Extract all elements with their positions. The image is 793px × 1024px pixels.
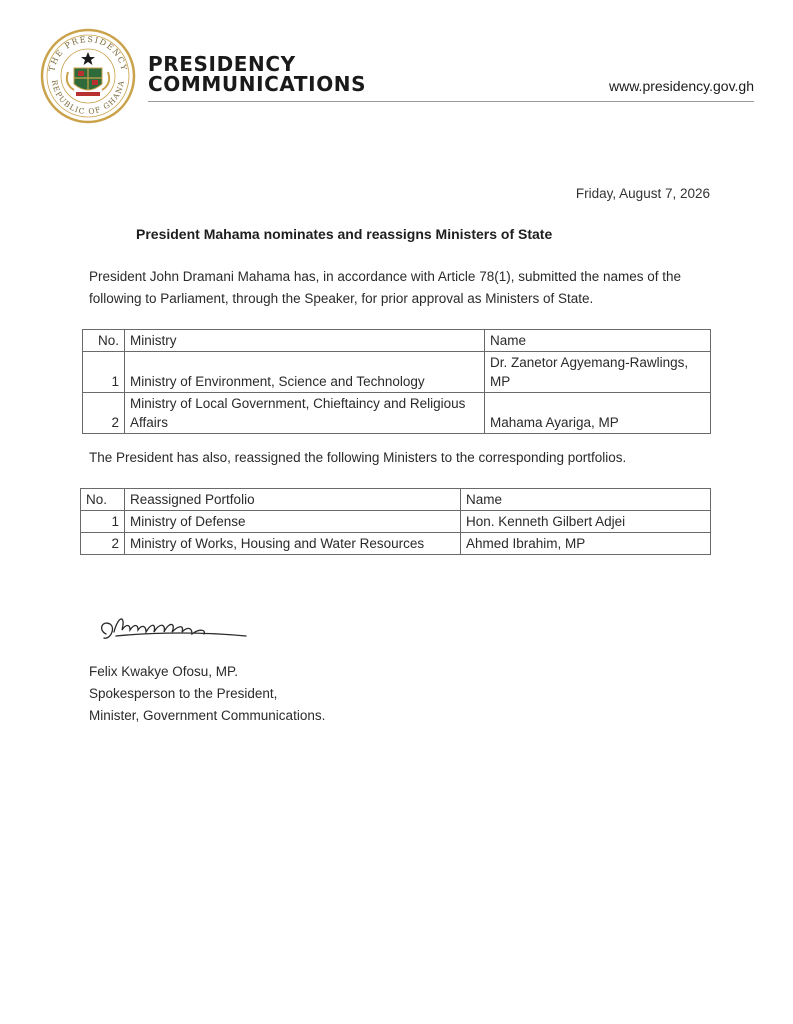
header-portfolio: Reassigned Portfolio [125, 489, 461, 511]
reassignments-table [80, 488, 711, 555]
brand-wordmark [148, 54, 366, 94]
brand-line-1: PRESIDENCY [148, 52, 296, 76]
table-header-row [81, 489, 711, 511]
brand-line-2: COMMUNICATIONS [148, 72, 367, 96]
handwritten-signature [96, 610, 256, 650]
signatory-role: Spokesperson to the President, [89, 686, 278, 701]
document-date: Friday, August 7, 2026 [575, 186, 710, 201]
signatory-office: Minister, Government Communications. [89, 708, 326, 723]
row-no: 2 [81, 533, 125, 555]
row-name: Mahama Ayariga, MP [485, 393, 711, 434]
table-row [83, 352, 711, 393]
row-ministry: Ministry of Environment, Science and Technology [125, 352, 485, 393]
table-row [83, 393, 711, 434]
row-no: 2 [83, 393, 125, 434]
reassignment-paragraph: The President has also, reassigned the following Ministers to the corresponding portfolios. [89, 450, 627, 465]
row-portfolio: Ministry of Defense [125, 511, 461, 533]
website-link[interactable]: www.presidency.gov.gh [609, 78, 754, 94]
header-ministry: Ministry [125, 330, 485, 352]
row-no: 1 [81, 511, 125, 533]
row-name: Dr. Zanetor Agyemang-Rawlings, MP [485, 352, 711, 393]
signatory-block [89, 661, 325, 727]
intro-paragraph: President John Dramani Mahama has, in accordance with Article 78(1), submitted the names of the following to Parliament, through the Speaker, for prior approval as Ministers of State. [89, 269, 682, 306]
table-row [81, 511, 711, 533]
header-divider [148, 101, 754, 102]
header-no: No. [81, 489, 125, 511]
row-no: 1 [83, 352, 125, 393]
table-header-row [83, 330, 711, 352]
header-name: Name [461, 489, 711, 511]
row-ministry: Ministry of Local Government, Chieftaincy and Religious Affairs [125, 393, 485, 434]
signatory-name: Felix Kwakye Ofosu, MP. [89, 664, 239, 679]
document-headline: President Mahama nominates and reassigns Ministers of State [136, 226, 553, 242]
header-name: Name [485, 330, 711, 352]
header-no: No. [83, 330, 125, 352]
table-row [81, 533, 711, 555]
nominations-table [82, 329, 711, 434]
row-name: Hon. Kenneth Gilbert Adjei [461, 511, 711, 533]
presidency-seal-logo [40, 28, 136, 124]
svg-text:THE PRESIDENCY: THE PRESIDENCY [47, 34, 129, 73]
row-name: Ahmed Ibrahim, MP [461, 533, 711, 555]
row-portfolio: Ministry of Works, Housing and Water Resources [125, 533, 461, 555]
svg-text:REPUBLIC OF GHANA: REPUBLIC OF GHANA [49, 79, 127, 117]
